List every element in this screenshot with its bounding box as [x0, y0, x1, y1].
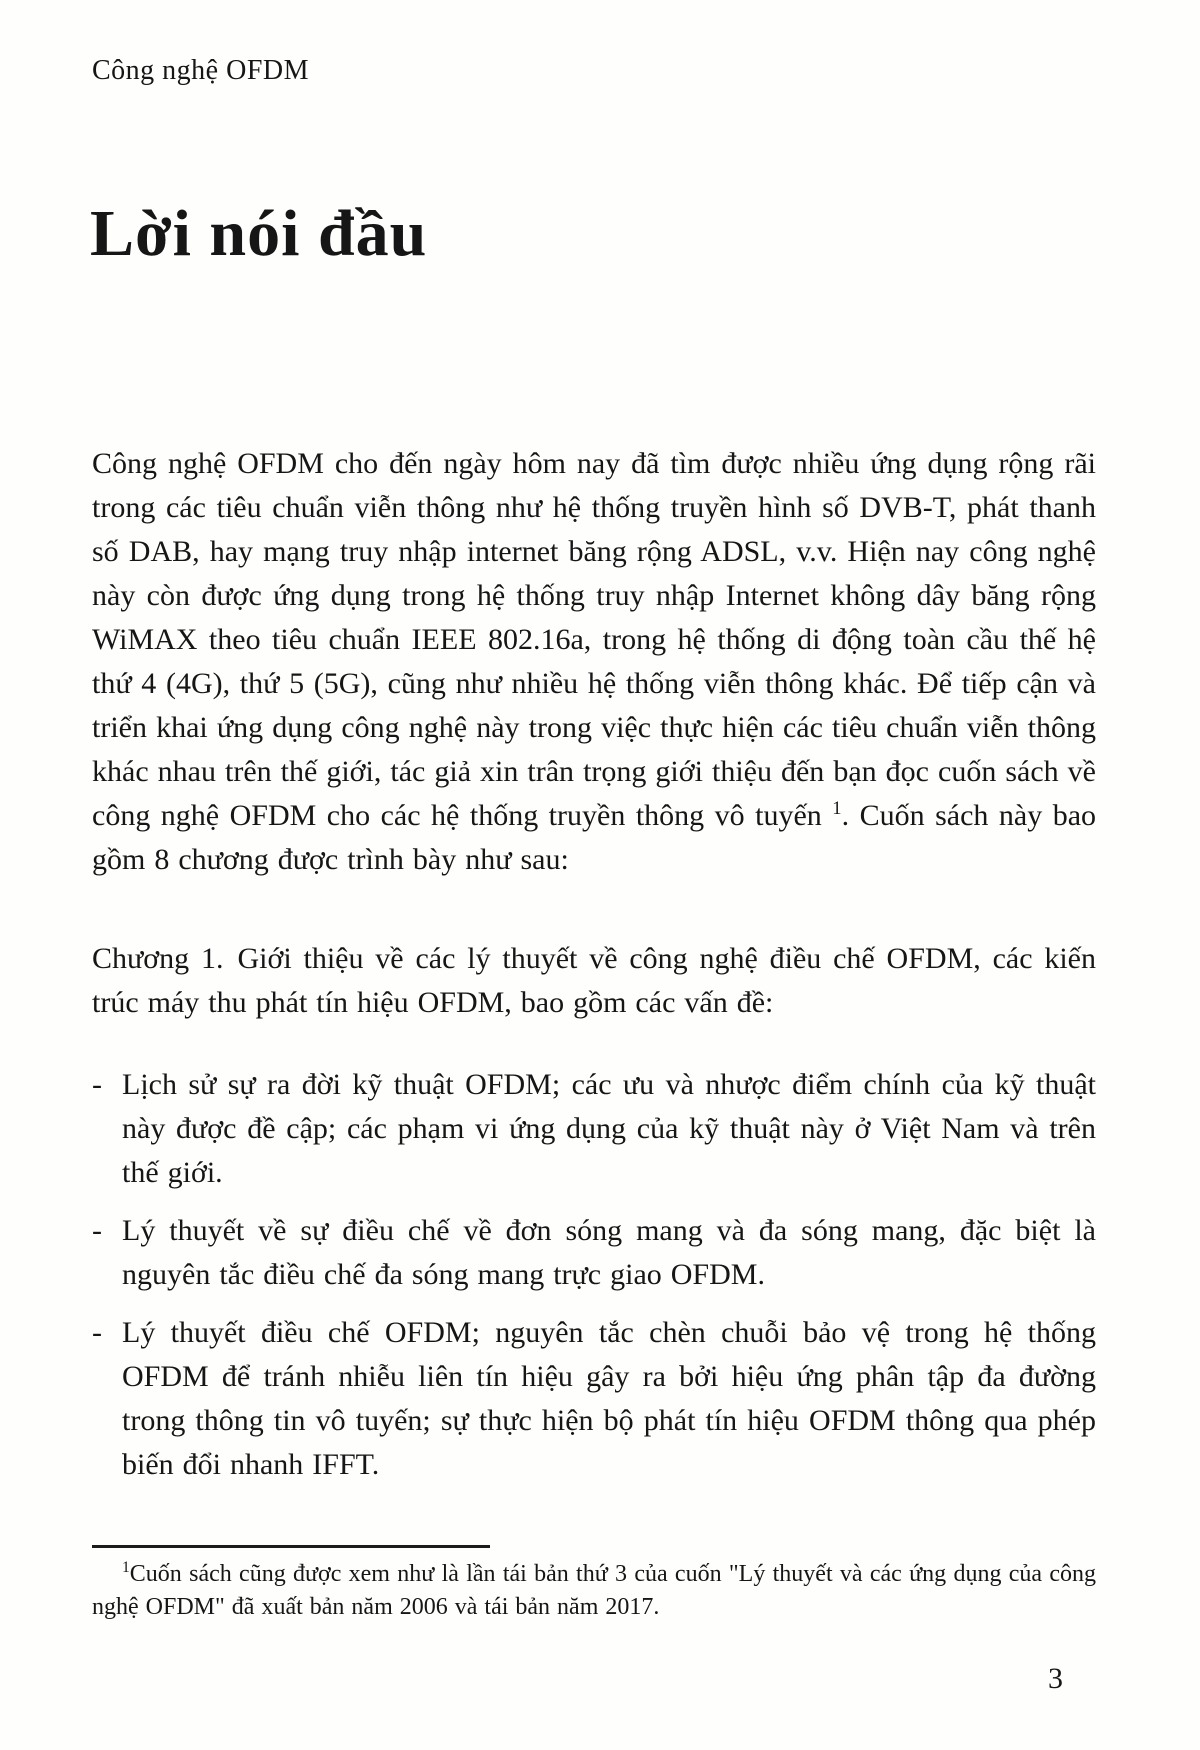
- list-item-text: Lý thuyết điều chế OFDM; nguyên tắc chèn chuỗi bảo vệ trong hệ thống OFDM để tránh nhiễu liên tín hiệu gây ra bởi hiệu ứng phân tập đa đường trong thông tin vô tuyến; sự thực hiện bộ phát tín hiệu OFDM thông qua phép biến đổi nhanh IFFT.: [122, 1316, 1096, 1481]
- page-title: Lời nói đầu: [90, 197, 428, 270]
- list-item: [92, 1311, 1096, 1487]
- chapter-label: Chương 1.: [92, 942, 224, 975]
- footnote-body-text: Cuốn sách cũng được xem như là lần tái bản thứ 3 của cuốn "Lý thuyết và các ứng dụng của công nghệ OFDM" đã xuất bản năm 2006 và tái bản năm 2017.: [92, 1561, 1096, 1620]
- footnote-rule: [92, 1545, 490, 1548]
- bullet-dash-marker: -: [92, 1316, 102, 1349]
- list-item-text: Lịch sử sự ra đời kỹ thuật OFDM; các ưu và nhược điểm chính của kỹ thuật này được đề cập; các phạm vi ứng dụng của kỹ thuật này ở Việt Nam và trên thế giới.: [122, 1068, 1096, 1189]
- intro-paragraph: [92, 442, 1096, 882]
- footnote-text: [92, 1558, 1096, 1624]
- list-item: [92, 1063, 1096, 1195]
- chapter-overview-paragraph: [92, 937, 1096, 1025]
- intro-text-before-ref: Công nghệ OFDM cho đến ngày hôm nay đã tìm được nhiều ứng dụng rộng rãi trong các tiêu chuẩn viễn thông như hệ thống truyền hình số DVB-T, phát thanh số DAB, hay mạng truy nhập internet băng rộng ADSL, v.v. Hiện nay công nghệ này còn được ứng dụng trong hệ thống truy nhập Internet không dây băng rộng WiMAX theo tiêu chuẩn IEEE 802.16a, trong hệ thống di động toàn cầu thế hệ thứ 4 (4G), thứ 5 (5G), cũng như nhiều hệ thống viễn thông khác. Để tiếp cận và triển khai ứng dụng công nghệ này trong việc thực hiện các tiêu chuẩn viễn thông khác nhau trên thế giới, tác giả xin trân trọng giới thiệu đến bạn đọc cuốn sách về công nghệ OFDM cho các hệ thống truyền thông vô tuyến: [92, 447, 1096, 832]
- chapter-topics-list: [92, 1063, 1096, 1487]
- running-header: Công nghệ OFDM: [92, 55, 310, 86]
- intro-text-after-ref: . Cuốn sách này bao gồm 8 chương được trình bày như sau:: [92, 799, 1097, 876]
- footnote-area: [92, 1545, 1096, 1624]
- footnote-reference: 1: [832, 798, 842, 819]
- page-number: 3: [1048, 1662, 1063, 1695]
- bullet-dash-marker: -: [92, 1214, 102, 1247]
- page-content: [92, 442, 1096, 1501]
- footnote-marker: 1: [122, 1559, 130, 1576]
- bullet-dash-marker: -: [92, 1068, 102, 1101]
- list-item: [92, 1209, 1096, 1297]
- list-item-text: Lý thuyết về sự điều chế về đơn sóng mang và đa sóng mang, đặc biệt là nguyên tắc điều chế đa sóng mang trực giao OFDM.: [122, 1214, 1096, 1291]
- chapter-overview-text: Giới thiệu về các lý thuyết về công nghệ điều chế OFDM, các kiến trúc máy thu phát tín hiệu OFDM, bao gồm các vấn đề:: [92, 942, 1097, 1019]
